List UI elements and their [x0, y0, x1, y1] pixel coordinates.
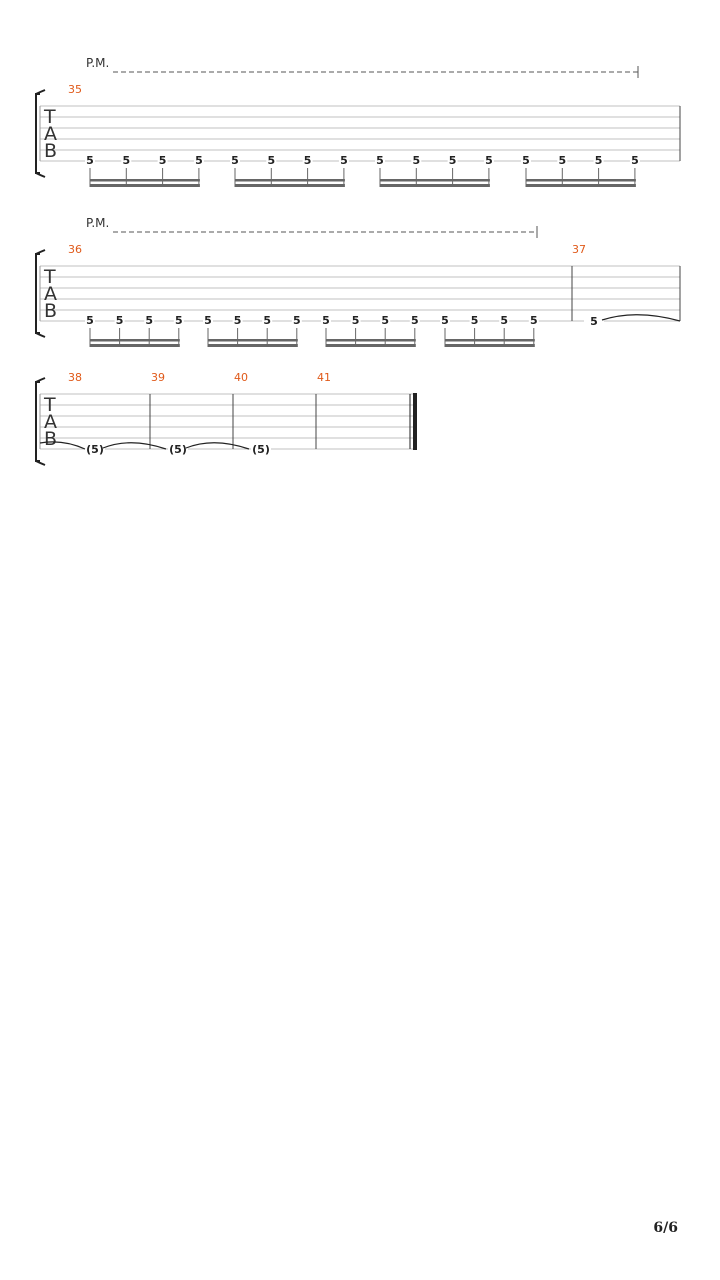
- fret-number: 5: [529, 314, 538, 327]
- fret-number: 5: [158, 154, 167, 167]
- tie-arc: [103, 443, 166, 449]
- palm-mute-label: P.M.: [86, 56, 110, 70]
- measure-number: 40: [234, 371, 248, 384]
- fret-number: (5): [252, 443, 270, 456]
- fret-number: 5: [322, 314, 330, 327]
- fret-number: 5: [412, 154, 421, 167]
- fret-number: 5: [340, 154, 348, 167]
- beam-primary: [90, 344, 180, 347]
- bracket-tip-top: [36, 90, 45, 94]
- measure-number: 35: [68, 83, 82, 96]
- final-barline-thick: [413, 393, 417, 450]
- beam-secondary: [380, 179, 490, 182]
- beam-secondary: [90, 339, 180, 342]
- fret-number: 5: [115, 314, 124, 327]
- fret-number: 5: [590, 315, 598, 328]
- measure-number: 37: [572, 243, 586, 256]
- fret-number: 5: [594, 154, 603, 167]
- beam-secondary: [526, 179, 636, 182]
- fret-number: 5: [145, 314, 154, 327]
- beam-secondary: [235, 179, 345, 182]
- fret-number: 5: [500, 314, 509, 327]
- fret-number: 5: [376, 154, 384, 167]
- fret-number: 5: [86, 154, 94, 167]
- beam-primary: [235, 184, 345, 187]
- tie-arc: [186, 443, 249, 449]
- beam-primary: [380, 184, 490, 187]
- fret-number: 5: [231, 154, 239, 167]
- bracket-tip-top: [36, 378, 45, 382]
- tab-clef-t: T: [44, 394, 56, 416]
- beam-primary: [90, 184, 200, 187]
- bracket-tip-top: [36, 250, 45, 254]
- tab-clef-b: B: [44, 300, 58, 322]
- fret-number: 5: [233, 314, 242, 327]
- tab-clef-b: B: [44, 428, 58, 450]
- fret-number: (5): [86, 443, 104, 456]
- tab-clef-a: A: [44, 123, 57, 145]
- fret-number: 5: [86, 314, 94, 327]
- system-bracket: [36, 94, 40, 173]
- tablature-score: [0, 0, 720, 480]
- beam-secondary: [90, 179, 200, 182]
- tab-clef-b: B: [44, 140, 58, 162]
- bracket-tip-bottom: [36, 333, 45, 337]
- tab-clef-t: T: [44, 266, 56, 288]
- beam-primary: [208, 344, 298, 347]
- fret-number: (5): [169, 443, 187, 456]
- palm-mute-label: P.M.: [86, 216, 110, 230]
- fret-number: 5: [381, 314, 390, 327]
- beam-primary: [526, 184, 636, 187]
- tab-clef-a: A: [44, 283, 57, 305]
- tab-clef-t: T: [44, 106, 56, 128]
- beam-secondary: [445, 339, 535, 342]
- fret-number: 5: [522, 154, 530, 167]
- fret-number: 5: [263, 314, 272, 327]
- beam-primary: [326, 344, 416, 347]
- system-bracket: [36, 254, 40, 333]
- measure-number: 36: [68, 243, 82, 256]
- fret-number: 5: [485, 154, 493, 167]
- fret-number: 5: [267, 154, 276, 167]
- fret-number: 5: [292, 314, 301, 327]
- fret-number: 5: [122, 154, 131, 167]
- fret-number: 5: [448, 154, 457, 167]
- tie-arc: [602, 315, 680, 321]
- beam-secondary: [326, 339, 416, 342]
- bracket-tip-bottom: [36, 173, 45, 177]
- beam-primary: [445, 344, 535, 347]
- tab-clef-a: A: [44, 411, 57, 433]
- measure-number: 38: [68, 371, 82, 384]
- fret-number: 5: [195, 154, 203, 167]
- fret-number: 5: [441, 314, 449, 327]
- bracket-tip-bottom: [36, 461, 45, 465]
- fret-number: 5: [351, 314, 360, 327]
- measure-number: 39: [151, 371, 165, 384]
- fret-number: 5: [410, 314, 419, 327]
- system-bracket: [36, 382, 40, 461]
- fret-number: 5: [303, 154, 312, 167]
- fret-number: 5: [204, 314, 212, 327]
- measure-number: 41: [317, 371, 331, 384]
- beam-secondary: [208, 339, 298, 342]
- page-number: 6/6: [653, 1220, 678, 1236]
- fret-number: 5: [174, 314, 183, 327]
- fret-number: 5: [470, 314, 479, 327]
- fret-number: 5: [558, 154, 567, 167]
- fret-number: 5: [631, 154, 639, 167]
